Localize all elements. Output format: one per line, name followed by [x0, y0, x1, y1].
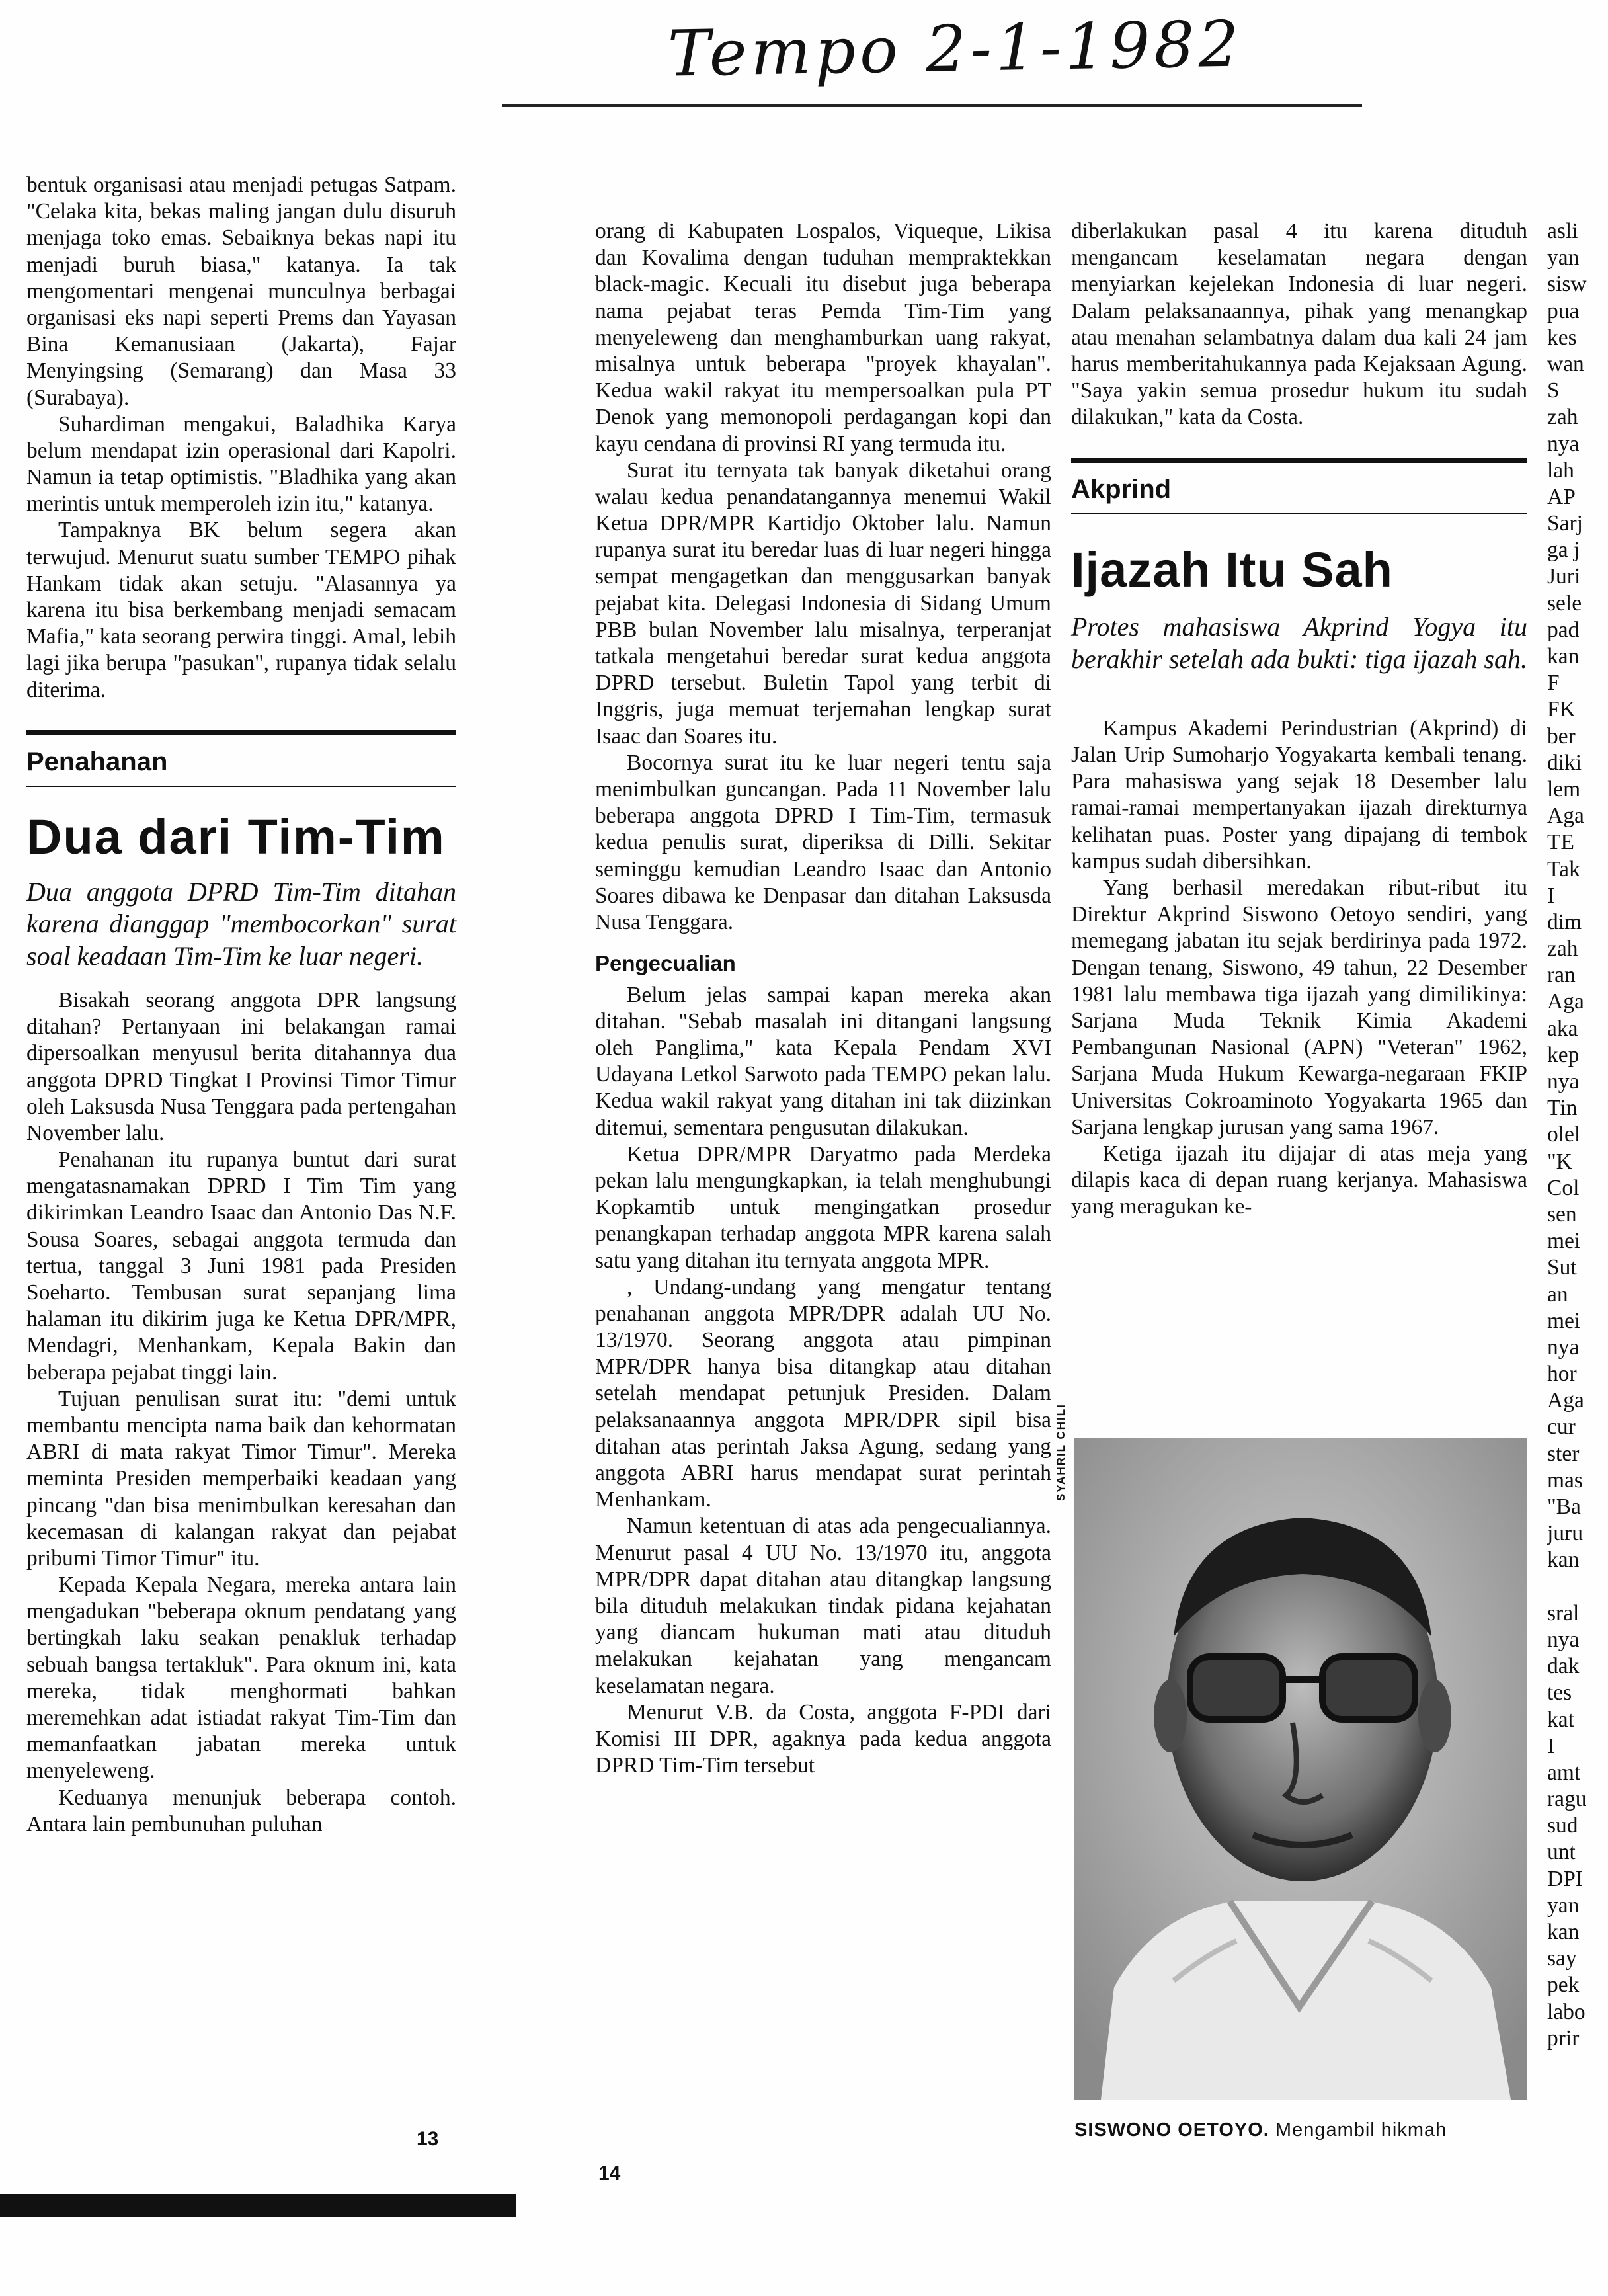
col1-paragraph: Suhardiman mengakui, Baladhika Karya belum mendapat izin operasional dari Kapolri. Namun ia tetap optimistis. "Bladhika yang akan merintis untuk memperoleh izin itu," katanya.	[26, 411, 456, 516]
col2-paragraph: Ketua DPR/MPR Daryatmo pada Merdeka pekan lalu mengungkapkan, ia telah menghubungi Kopkamtib untuk mengingatkan prosedur penangkapan terhadap anggota MPR karena salah satu yang ditahan itu ternyata anggota MPR.	[595, 1141, 1051, 1273]
col4-fragment: mei	[1547, 1308, 1581, 1333]
col4-fragment: sele	[1547, 591, 1582, 616]
col3-body-paragraph: Yang berhasil meredakan ribut-ribut itu Direktur Akprind Siswono Oetoyo sendiri, yang memegang jabatan itu sejak berdirinya pada 1972. Dengan tenang, Siswono, 49 tahun, 22 Desember 1981 lalu membawa tiga ijazah yang dimilikinya: Sarjana Muda Teknik Kimia Akademi Pembangunan Nasional (APN) "Veteran" 1962, Sarjana Muda Hukum Kewarga-negaraan FKIP Universitas Cokroaminoto Yogyakarta 1965 dan Sarjana lengkap jurusan yang sama 1967.	[1071, 876, 1527, 1139]
portrait-photo	[1074, 1438, 1527, 2100]
col3-body-paragraph: Ketiga ijazah itu dijajar di atas meja yang dilapis kaca di depan ruang kerjanya. Mahasiswa yang meragukan ke-	[1071, 1141, 1527, 1219]
col4-fragment: kep	[1547, 1042, 1580, 1067]
col4-fragment: asli	[1547, 219, 1578, 243]
col4-fragment: sud	[1547, 1813, 1578, 1838]
column-2	[595, 218, 1051, 1779]
col4-fragment: AP	[1547, 484, 1576, 509]
col4-fragment: kes	[1547, 325, 1577, 350]
column-3	[1071, 218, 1527, 1220]
col4-fragment: olel	[1547, 1122, 1581, 1147]
col1-body-paragraph: Kepada Kepala Negara, mereka antara lain mengadukan "beberapa oknum pendatang yang bertingkah laku seakan penakluk terhadap sebuah bangsa tertakluk". Para oknum ini, kata mereka, tidak menghormati bahkan meremehkan adat istiadat rakyat Tim-Tim dan memanfaatkan jabatan mereka untuk menyeleweng.	[26, 1573, 456, 1784]
col2-paragraph: Bocornya surat itu ke luar negeri tentu saja menimbulkan guncangan. Pada 11 November lalu beberapa anggota DPRD I Tim-Tim, termasuk kedua penulis surat, diperiksa di Dilli. Sekitar seminggu kemudian Leandro Isaac dan Antonio Soares dibawa ke Denpasar dan ditahan Laksusda Nusa Tenggara.	[595, 750, 1051, 934]
caption-name: SISWONO OETOYO.	[1074, 2119, 1269, 2141]
col4-fragment: kan	[1547, 644, 1580, 669]
col4-fragment: dim	[1547, 909, 1582, 934]
col4-fragment: DPI	[1547, 1866, 1583, 1891]
col4-fragment: an	[1547, 1282, 1568, 1307]
col4-fragment: Juri	[1547, 564, 1581, 589]
caption-text: Mengambil hikmah	[1275, 2119, 1447, 2141]
bottom-bar	[0, 2194, 516, 2217]
section-underline	[1071, 513, 1527, 514]
col1-body-paragraph: Tujuan penulisan surat itu: "demi untuk membantu mencipta nama baik dan kehormatan ABRI di mata rakyat Timor Timur". Mereka meminta Presiden memperbaiki keadaan yang pincang "dan bisa menimbulkan keresahan dan kecemasan di kalangan rakyat dan pejabat pribumi Timor Timur" itu.	[26, 1386, 456, 1571]
col4-fragment: F	[1547, 671, 1560, 696]
section-label-penahanan: Penahanan	[26, 747, 168, 776]
col4-fragment: nya	[1547, 1334, 1580, 1360]
col4-fragment: wan	[1547, 351, 1584, 376]
col4-fragment: pua	[1547, 298, 1580, 323]
col4-fragment: Sarj	[1547, 511, 1583, 536]
col4-fragment: sral	[1547, 1600, 1580, 1625]
col4-fragment: yan	[1547, 245, 1580, 270]
section-rule	[26, 730, 456, 735]
col4-fragment: juru	[1547, 1521, 1583, 1546]
section-label-akprind: Akprind	[1071, 474, 1172, 504]
col4-fragment: FK	[1547, 697, 1576, 722]
col4-fragment: yan	[1547, 1893, 1580, 1918]
col4-fragment: "Ba	[1547, 1495, 1581, 1519]
col4-fragment: zah	[1547, 936, 1578, 962]
col3-body-paragraph: Kampus Akademi Perindustrian (Akprind) di Jalan Urip Sumoharjo Yogyakarta kembali tenang. Para mahasiswa yang sejak 18 Desember lalu ramai-ramai mempertanyakan ijazah direkturnya kelihatan puas. Poster yang dipajang di tembok kampus sudah dibersihkan.	[1071, 716, 1527, 874]
section-underline	[26, 786, 456, 787]
col1-body-paragraph: Keduanya menunjuk beberapa contoh. Antara lain pembunuhan puluhan	[26, 1785, 456, 1836]
col4-fragment: nya	[1547, 1627, 1580, 1652]
col2-paragraph: Namun ketentuan di atas ada pengecualiannya. Menurut pasal 4 UU No. 13/1970 itu, anggota MPR/DPR dapat ditahan atau ditangkap langsung bila dituduh melakukan tindak pidana kejahatan yang diancam hukuman mati atau dituduh melakukan kejahatan yang mengancam keselamatan negara.	[595, 1514, 1051, 1698]
col4-fragment: ragu	[1547, 1787, 1587, 1812]
col4-fragment: TE	[1547, 830, 1574, 855]
subhead-pengecualian: Pengecualian	[595, 951, 736, 976]
col4-fragment: hor	[1547, 1362, 1577, 1387]
col4-fragment: amt	[1547, 1760, 1581, 1785]
col4-fragment: Sut	[1547, 1255, 1577, 1280]
col4-fragment: Col	[1547, 1175, 1580, 1200]
col3-paragraph: diberlakukan pasal 4 itu karena dituduh mengancam keselamatan negara dengan menyiarkan kejelekan Indonesia di luar negeri. Dalam pelaksanaannya, pihak yang menangkap atau menahan selambatnya dalam dua kali 24 jam harus memberitahukannya pada Kejaksaan Agung. "Saya yakin semua prosedur hukum itu sudah dilakukan," kata da Costa.	[1071, 219, 1527, 430]
col4-fragment: lem	[1547, 776, 1581, 801]
col4-fragment	[1547, 1574, 1608, 1600]
col4-fragment: zah	[1547, 405, 1578, 430]
portrait-photo-graphic	[1074, 1438, 1527, 2100]
col4-fragment: tes	[1547, 1680, 1572, 1705]
col4-fragment: kan	[1547, 1547, 1580, 1573]
col4-fragment: prir	[1547, 2026, 1580, 2051]
col4-fragment: sen	[1547, 1202, 1577, 1227]
col4-fragment: ga j	[1547, 538, 1580, 563]
col4-fragment: ster	[1547, 1441, 1580, 1466]
col4-fragment: Aga	[1547, 989, 1584, 1014]
col4-fragment: I	[1547, 883, 1555, 908]
headline-dua-dari-tim-tim: Dua dari Tim-Tim	[26, 809, 446, 864]
headline-ijazah-itu-sah: Ijazah Itu Sah	[1071, 542, 1393, 597]
col4-fragment: pek	[1547, 1973, 1580, 1998]
col2-paragraph: orang di Kabupaten Lospalos, Viqueque, Likisa dan Kovalima dengan tuduhan mempraktekkan black-magic. Kecuali itu disebut juga beberapa nama pejabat teras Pemda Tim-Tim yang menyeleweng dan menghamburkan uang rakyat, misalnya untuk beberapa "proyek khayalan". Kedua wakil rakyat itu mempersoalkan pula PT Denok yang memonopoli perdagangan kopi dan kayu cendana di provinsi RI yang termuda itu.	[595, 219, 1051, 456]
col4-fragment: Tak	[1547, 856, 1580, 882]
col1-paragraph: bentuk organisasi atau menjadi petugas Satpam. "Celaka kita, bekas maling jangan dulu disuruh menjaga toko emas. Sebaiknya bekas napi itu menjadi buruh biasa," katanya. Ia tak mengomentari mengenai munculnya berbagai organisasi eks napi seperti Prems dan Yayasan Bina Kemanusiaan (Jakarta), Fajar Menyingsing (Semarang) dan Masa 33 (Surabaya).	[26, 173, 456, 410]
page-number-13: 13	[417, 2128, 439, 2150]
column-1	[26, 172, 456, 1838]
col4-fragment: mas	[1547, 1467, 1583, 1493]
col1-body-paragraph: Bisakah seorang anggota DPR langsung ditahan? Pertanyaan ini belakangan ramai dipersoalkan menyusul berita ditahannya dua anggota DPRD Tingkat I Provinsi Timor Timur oleh Laksusda Nusa Tenggara pada pertengahan November lalu.	[26, 987, 456, 1145]
col4-fragment: say	[1547, 1946, 1577, 1971]
deck-dua-dari-tim-tim: Dua anggota DPRD Tim-Tim ditahan karena dianggap "membocorkan" surat soal keadaan Tim-Tim ke luar negeri.	[26, 876, 456, 971]
column-4-fragments	[1547, 218, 1608, 2052]
col4-fragment: ran	[1547, 963, 1576, 988]
col4-fragment: Aga	[1547, 1388, 1584, 1413]
col4-fragment: sisw	[1547, 272, 1587, 297]
photo-credit: SYAHRIL CHILI	[1055, 1403, 1067, 1501]
col4-fragment: cur	[1547, 1414, 1576, 1440]
col4-fragment: S	[1547, 378, 1560, 403]
photo-caption	[1074, 2119, 1447, 2141]
col2-paragraph: Belum jelas sampai kapan mereka akan ditahan. "Sebab masalah ini ditangani langsung oleh Panglima," kata Kepala Pendam XVI Udayana Letkol Sarwoto pada TEMPO pekan lalu. Kedua wakil rakyat yang ditahan ini tak diizinkan ditemui, sementara pengusutan dilakukan.	[595, 982, 1051, 1140]
col4-fragment: lah	[1547, 458, 1574, 483]
page-number-14: 14	[598, 2162, 621, 2184]
col4-fragment: diki	[1547, 750, 1582, 775]
col4-fragment: nya	[1547, 431, 1580, 456]
col4-fragment: aka	[1547, 1016, 1578, 1041]
col4-fragment: "K	[1547, 1149, 1572, 1174]
col4-fragment: unt	[1547, 1840, 1576, 1865]
col4-fragment: labo	[1547, 1999, 1586, 2024]
col4-fragment: kat	[1547, 1707, 1574, 1732]
col4-fragment: Tin	[1547, 1096, 1578, 1121]
section-rule	[1071, 458, 1527, 463]
col4-fragment: ber	[1547, 723, 1576, 749]
col4-fragment: I	[1547, 1733, 1555, 1758]
col4-fragment: pad	[1547, 617, 1580, 642]
col2-paragraph: Menurut V.B. da Costa, anggota F-PDI dari Komisi III DPR, agaknya pada kedua anggota DPRD Tim-Tim tersebut	[595, 1700, 1051, 1778]
column-4-cropped	[1547, 218, 1608, 2176]
col4-fragment: nya	[1547, 1069, 1580, 1094]
col1-paragraph: Tampaknya BK belum segera akan terwujud. Menurut suatu sumber TEMPO pihak Hankam tidak akan setuju. "Alasannya ya karena itu bisa berkembang menjadi semacam Mafia," kata seorang perwira tinggi. Amal, lebih lagi jika berupa "pasukan", rupanya tidak selalu diterima.	[26, 518, 456, 702]
col4-fragment: dak	[1547, 1654, 1580, 1679]
header-rule	[502, 104, 1362, 107]
handwritten-date-note: Tempo 2-1-1982	[667, 7, 1244, 91]
col4-fragment: mei	[1547, 1229, 1581, 1254]
col4-fragment: kan	[1547, 1920, 1580, 1944]
col2-paragraph: , Undang-undang yang mengatur tentang penahanan anggota MPR/DPR adalah UU No. 13/1970. Seorang anggota atau pimpinan MPR/DPR hanya bisa ditangkap atau ditahan setelah mendapat petunjuk Presiden. Dalam pelaksanaannya anggota MPR/DPR sipil bisa ditahan atas perintah Jaksa Agung, sedang yang anggota ABRI harus mendapat surat perintah Menhankam.	[595, 1274, 1051, 1512]
col4-fragment: Aga	[1547, 803, 1584, 829]
col1-body-paragraph: Penahanan itu rupanya buntut dari surat mengatasnamakan DPRD I Tim Tim yang dikirimkan Leandro Isaac dan Antonio Das N.F. Sousa Soares, sebagai anggota termuda dan tertua, tanggal 3 Juni 1981 pada Presiden Soeharto. Tembusan surat sepanjang lima halaman itu dikirim juga ke Ketua DPR/MPR, Mendagri, Menhankam, Kepala Bakin dan beberapa pejabat tinggi lain.	[26, 1147, 456, 1385]
deck-ijazah-itu-sah: Protes mahasiswa Akprind Yogya itu berakhir setelah ada bukti: tiga ijazah sah.	[1071, 612, 1527, 675]
col2-paragraph: Surat itu ternyata tak banyak diketahui orang walau kedua penandatangannya menemui Wakil Ketua DPR/MPR Kartidjo Oktober lalu. Namun rupanya surat itu beredar luas di luar negeri hingga sempat mengagetkan dan menggusarkan banyak pejabat kita. Delegasi Indonesia di Sidang Umum PBB bulan November lalu misalnya, terperanjat tatkala mengetahui beredar surat kedua anggota DPRD tersebut. Buletin Tapol yang terbit di Inggris, juga memuat terjemahan lengkap surat Isaac dan Soares itu.	[595, 458, 1051, 749]
